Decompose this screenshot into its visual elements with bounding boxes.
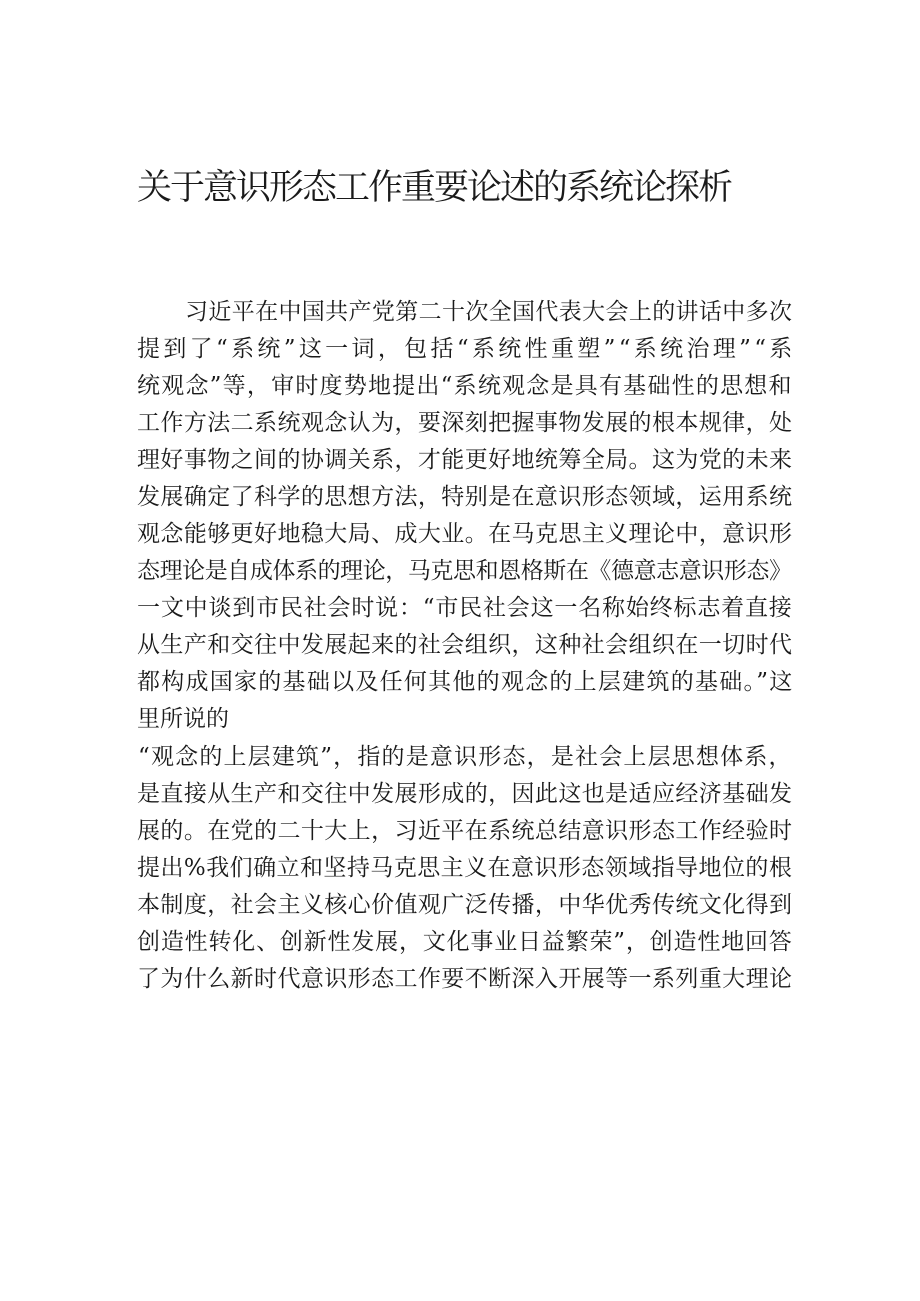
text-line: 展的。在党的二十大上，习近平在系统总结意识形态工作经验时 xyxy=(137,818,793,844)
text-line: 本制度，社会主义核心价值观广泛传播，中华优秀传统文化得到 xyxy=(137,892,793,918)
text-line: 里所说的 xyxy=(137,706,229,732)
text-line: “观念的上层建筑”，指的是意识形态，是社会上层思想体系， xyxy=(138,744,793,770)
text-line: 提到了“系统”这一词，包括“系统性重塑”“系统治理”“系 xyxy=(137,336,796,362)
text-line: 一文中谈到市民社会时说：“市民社会这一名称始终标志着直接 xyxy=(137,595,793,621)
text-line: 发展确定了科学的思想方法，特别是在意识形态领域，运用系统 xyxy=(137,484,793,510)
text-line: 态理论是自成体系的理论，马克思和恩格斯在《德意志意识形态》 xyxy=(137,558,792,584)
text-line: 提出%我们确立和坚持马克思主义在意识形态领域指导地位的根 xyxy=(137,855,793,881)
text-line: 都构成国家的基础以及任何其他的观念的上层建筑的基础。”这 xyxy=(137,669,794,695)
text-line: 是直接从生产和交往中发展形成的，因此这也是适应经济基础发 xyxy=(137,781,793,807)
text-line: 观念能够更好地稳大局、成大业。在马克思主义理论中，意识形 xyxy=(137,521,793,547)
document-title: 关于意识形态工作重要论述的系统论探析 xyxy=(137,168,732,208)
text-line: 统观念”等，审时度势地提出“系统观念是具有基础性的思想和 xyxy=(137,373,793,399)
text-line: 工作方法二系统观念认为，要深刻把握事物发展的根本规律，处 xyxy=(137,410,793,436)
text-line: 了为什么新时代意识形态工作要不断深入开展等一系列重大理论 xyxy=(137,966,793,992)
text-line: 从生产和交往中发展起来的社会组织，这种社会组织在一切时代 xyxy=(137,632,793,658)
text-line: 理好事物之间的协调关系，才能更好地统筹全局。这为党的未来 xyxy=(137,447,793,473)
text-line: 创造性转化、创新性发展，文化事业日益繁荣”，创造性地回答 xyxy=(137,929,793,955)
text-line: 习近平在中国共产党第二十次全国代表大会上的讲话中多次 xyxy=(185,299,793,325)
